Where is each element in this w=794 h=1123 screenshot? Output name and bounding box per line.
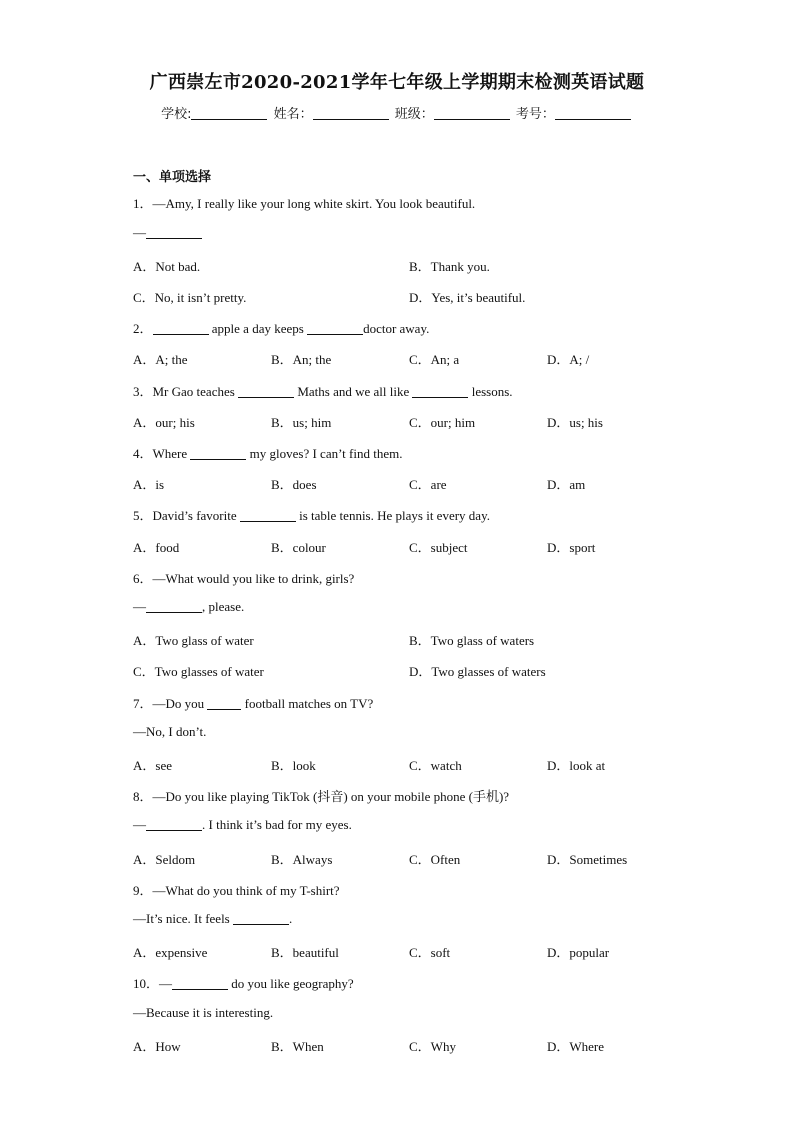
- question-4-option-c[interactable]: C．are: [409, 477, 447, 492]
- question-8-option-c[interactable]: C．Often: [409, 852, 461, 867]
- question-1-option-a[interactable]: A．Not bad.: [133, 259, 201, 274]
- question-6-option-d[interactable]: D．Two glasses of waters: [409, 664, 546, 679]
- class-blank[interactable]: [434, 106, 510, 120]
- question-7-option-a[interactable]: A．see: [133, 758, 172, 773]
- question-5-option-d[interactable]: D．sport: [547, 540, 596, 555]
- question-9-option-b[interactable]: B．beautiful: [271, 945, 339, 960]
- question-8-option-d[interactable]: D．Sometimes: [547, 852, 628, 867]
- question-10-option-b[interactable]: B．When: [271, 1039, 324, 1054]
- question-7-reply: —No, I don’t.: [133, 724, 207, 739]
- section-heading: 一、单项选择: [133, 170, 212, 185]
- answer-blank: [146, 226, 202, 239]
- question-9-stem: 9．—What do you think of my T-shirt?: [133, 883, 340, 898]
- question-5-option-c[interactable]: C．subject: [409, 540, 468, 555]
- question-2-stem: 2． apple a day keeps doctor away.: [133, 321, 430, 336]
- question-1-option-c[interactable]: C．No, it isn’t pretty.: [133, 290, 247, 305]
- class-label: 班级：: [394, 107, 434, 122]
- question-6-option-b[interactable]: B．Two glass of waters: [409, 633, 535, 648]
- school-blank[interactable]: [191, 106, 267, 120]
- question-9-option-d[interactable]: D．popular: [547, 945, 610, 960]
- question-10-option-c[interactable]: C．Why: [409, 1039, 456, 1054]
- question-2-option-d[interactable]: D．A; /: [547, 352, 590, 367]
- question-3-option-b[interactable]: B．us; him: [271, 415, 332, 430]
- question-9-option-a[interactable]: A．expensive: [133, 945, 208, 960]
- question-4-option-d[interactable]: D．am: [547, 477, 586, 492]
- question-6-option-c[interactable]: C．Two glasses of water: [133, 664, 264, 679]
- question-5-option-a[interactable]: A．food: [133, 540, 180, 555]
- question-3-option-c[interactable]: C．our; him: [409, 415, 476, 430]
- question-2-option-a[interactable]: A．A; the: [133, 352, 188, 367]
- question-10-stem: 10．— do you like geography?: [133, 976, 354, 991]
- question-10-option-a[interactable]: A．How: [133, 1039, 181, 1054]
- name-blank[interactable]: [313, 106, 389, 120]
- question-8-reply: — . I think it’s bad for my eyes.: [133, 817, 352, 832]
- school-label: 学校:: [161, 107, 192, 122]
- question-5-option-b[interactable]: B．colour: [271, 540, 326, 555]
- question-6-stem: 6．—What would you like to drink, girls?: [133, 571, 355, 586]
- question-1-option-d[interactable]: D．Yes, it’s beautiful.: [409, 290, 526, 305]
- question-5-stem: 5．David’s favorite is table tennis. He plays it every day.: [133, 508, 490, 523]
- question-8-stem: 8．—Do you like playing TikTok (抖音) on your mobile phone (手机)?: [133, 789, 510, 804]
- question-9-option-c[interactable]: C．soft: [409, 945, 451, 960]
- question-10-reply: —Because it is interesting.: [133, 1005, 274, 1020]
- question-4-stem: 4．Where my gloves? I can’t find them.: [133, 446, 403, 461]
- question-1-reply: —: [133, 225, 202, 241]
- question-4-option-b[interactable]: B．does: [271, 477, 317, 492]
- question-7-stem: 7．—Do you football matches on TV?: [133, 696, 374, 711]
- question-8-option-b[interactable]: B．Always: [271, 852, 333, 867]
- question-10-option-d[interactable]: D．Where: [547, 1039, 605, 1054]
- question-2-option-c[interactable]: C．An; a: [409, 352, 460, 367]
- question-6-option-a[interactable]: A．Two glass of water: [133, 633, 254, 648]
- question-1-option-b[interactable]: B．Thank you.: [409, 259, 490, 274]
- question-9-reply: —It’s nice. It feels .: [133, 911, 293, 926]
- question-3-stem: 3．Mr Gao teaches Maths and we all like lessons.: [133, 384, 513, 399]
- question-7-option-d[interactable]: D．look at: [547, 758, 606, 773]
- question-6-reply: — , please.: [133, 599, 245, 614]
- exam-number-label: 考号：: [515, 107, 555, 122]
- student-info-line: [0, 103, 794, 122]
- question-3-option-d[interactable]: D．us; his: [547, 415, 603, 430]
- exam-number-blank[interactable]: [555, 106, 631, 120]
- question-7-option-b[interactable]: B．look: [271, 758, 316, 773]
- question-8-option-a[interactable]: A．Seldom: [133, 852, 196, 867]
- page-title: 广西崇左市2020-2021学年七年级上学期期末检测英语试题: [149, 72, 645, 93]
- question-7-option-c[interactable]: C．watch: [409, 758, 462, 773]
- question-3-option-a[interactable]: A．our; his: [133, 415, 195, 430]
- question-2-option-b[interactable]: B．An; the: [271, 352, 332, 367]
- question-1-stem: 1．—Amy, I really like your long white skirt. You look beautiful.: [133, 196, 476, 211]
- name-label: 姓名：: [273, 107, 313, 122]
- question-4-option-a[interactable]: A．is: [133, 477, 165, 492]
